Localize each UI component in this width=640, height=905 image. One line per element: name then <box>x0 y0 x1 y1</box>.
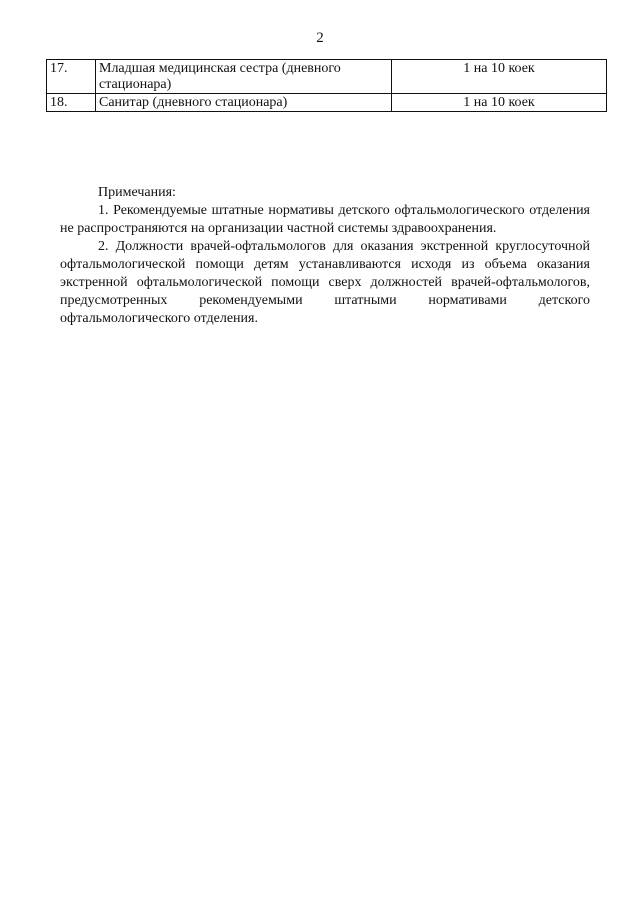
table-row <box>47 60 607 94</box>
note-item-1: 1. Рекомендуемые штатные нормативы детского офтальмологического отделения не распространяются на организации частной системы здравоохранения. <box>60 203 590 236</box>
staffing-table <box>46 59 607 112</box>
notes-section <box>60 184 590 328</box>
staffing-norm-cell: 1 на 10 коек <box>392 60 607 94</box>
page-number: 2 <box>316 30 324 46</box>
row-number-cell: 18. <box>47 94 96 112</box>
position-name-cell: Младшая медицинская сестра (дневного стационара) <box>96 60 392 94</box>
position-name-cell: Санитар (дневного стационара) <box>96 94 392 112</box>
table-row <box>47 94 607 112</box>
notes-heading: Примечания: <box>98 185 176 200</box>
row-number-cell: 17. <box>47 60 96 94</box>
staffing-norm-cell: 1 на 10 коек <box>392 94 607 112</box>
note-item-2: 2. Должности врачей-офтальмологов для оказания экстренной круглосуточной офтальмологической помощи детям устанавливаются исходя из объема оказания экстренной офтальмологической помощи сверх должностей врачей-офтальмологов, предусмотренных рекомендуемыми штатными нормативами детского офтальмологического отделения. <box>60 239 590 326</box>
